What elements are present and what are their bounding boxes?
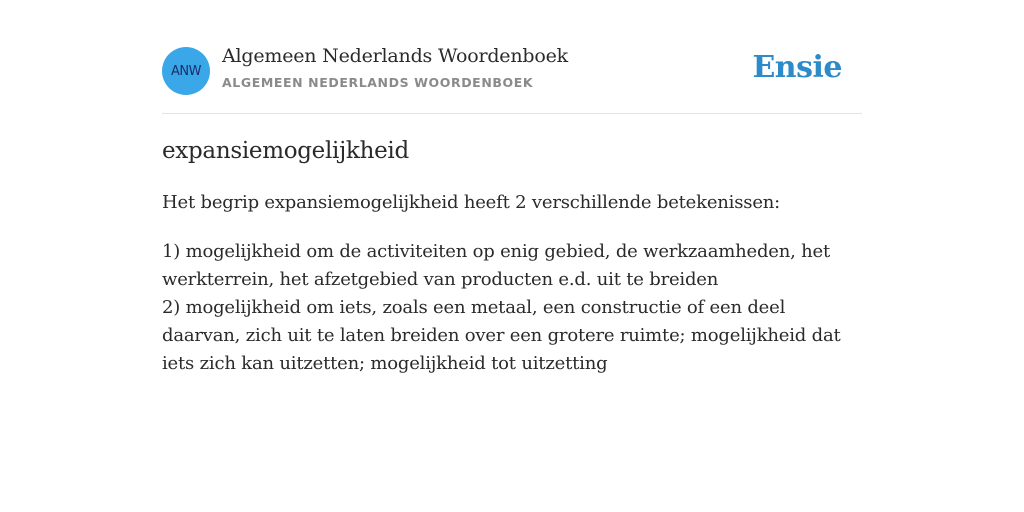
ensie-brand-logo[interactable]: Ensie bbox=[752, 50, 842, 85]
logo-text: ANW bbox=[171, 63, 201, 79]
meaning-item: 1) mogelijkheid om de activiteiten op enig gebied, de werkzaamheden, het werkterrein, het afzetgebied van producten e.d. uit te breiden bbox=[162, 241, 831, 290]
source-header bbox=[162, 0, 862, 114]
meanings-list bbox=[162, 238, 862, 378]
entry-term: expansiemogelijkheid bbox=[162, 138, 409, 164]
page-container bbox=[162, 0, 862, 374]
meaning-item: 2) mogelijkheid om iets, zoals een metaal, een constructie of een deel daarvan, zich uit te laten breiden over een grotere ruimte; mogelijkheid dat iets zich kan uitzetten; mogelijkheid tot uitzetting bbox=[162, 297, 841, 374]
anw-logo[interactable] bbox=[162, 47, 210, 95]
source-subtitle: ALGEMEEN NEDERLANDS WOORDENBOEK bbox=[222, 75, 534, 90]
entry-intro: Het begrip expansiemogelijkheid heeft 2 verschillende betekenissen: bbox=[162, 192, 781, 213]
source-title[interactable]: Algemeen Nederlands Woordenboek bbox=[222, 45, 568, 67]
